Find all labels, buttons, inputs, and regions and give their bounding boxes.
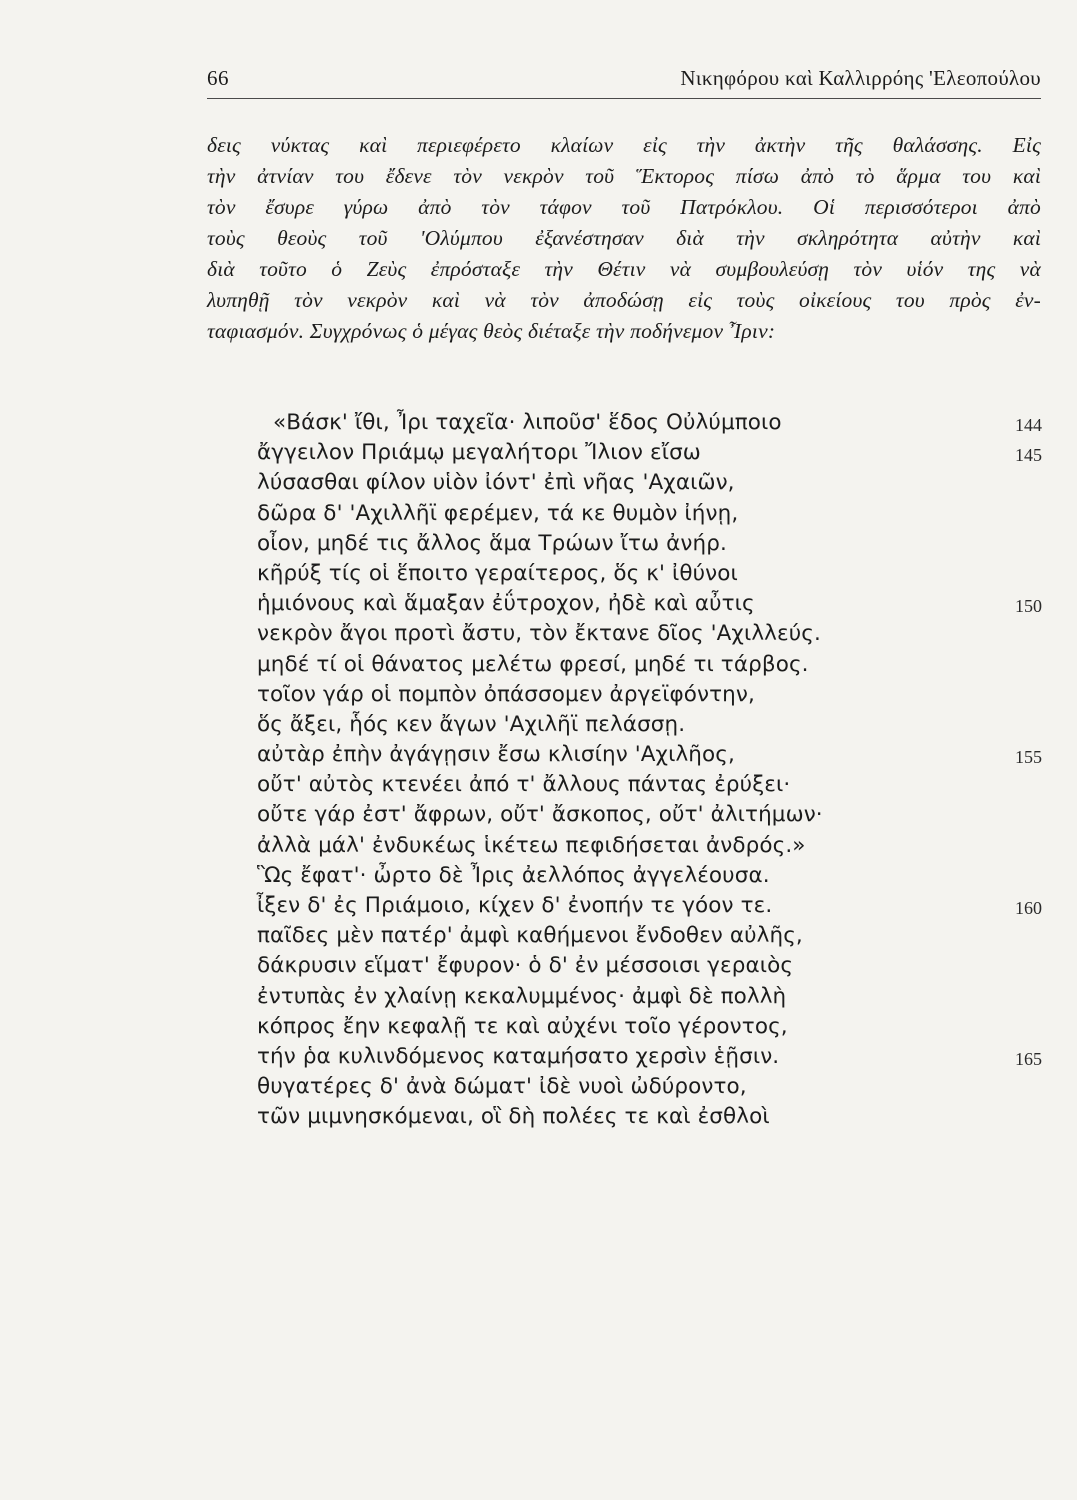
verse-text: οὔτε γάρ ἐστ' ἄφρων, οὔτ' ἄσκοπος, οὔτ' ἀλιτήμων· xyxy=(257,802,823,828)
line-number: 150 xyxy=(1015,596,1042,617)
verse-quotation xyxy=(207,408,1052,1133)
verse-line xyxy=(207,559,1052,589)
verse-text: τῶν μιμνησκόμεναι, οἳ δὴ πολέες τε καὶ ἐσθλοὶ xyxy=(257,1104,770,1130)
verse-text: ἄγγειλον Πριάμῳ μεγαλήτορι Ἴλιον εἴσω xyxy=(257,440,701,466)
prose-line: διὰ τοῦτο ὁ Ζεὺς ἐπρόσταξε τὴν Θέτιν νὰ συμβουλεύσῃ τὸν υἱόν της νὰ xyxy=(207,257,1041,281)
running-header xyxy=(207,66,1041,99)
verse-line xyxy=(207,770,1052,800)
verse-text: αὐτὰρ ἐπὴν ἀγάγῃσιν ἔσω κλισίην 'Αχιλῆος, xyxy=(257,742,735,768)
verse-text: κῆρύξ τίς οἱ ἕποιτο γεραίτερος, ὅς κ' ἰθύνοι xyxy=(257,560,738,586)
verse-line xyxy=(207,982,1052,1012)
page-number: 66 xyxy=(207,66,229,90)
verse-line xyxy=(207,831,1052,861)
line-number: 155 xyxy=(1015,747,1042,768)
verse-text: ἶξεν δ' ἐς Πριάμοιο, κίχεν δ' ἐνοπήν τε γόον τε. xyxy=(257,893,773,918)
verse-text: δῶρα δ' 'Αχιλλῆϊ φερέμεν, τά κε θυμὸν ἰήνῃ, xyxy=(257,500,739,526)
verse-line xyxy=(207,468,1052,498)
prose-line: τὸν ἔσυρε γύρω ἀπὸ τὸν τάφον τοῦ Πατρόκλου. Οἱ περισσότεροι ἀπὸ xyxy=(207,195,1041,219)
verse-line xyxy=(207,1012,1052,1042)
verse-text: ἀλλὰ μάλ' ἐνδυκέως ἱκέτεω πεφιδήσεται ἀνδρός.» xyxy=(257,832,806,858)
verse-text: μηδέ τί οἱ θάνατος μελέτω φρεσί, μηδέ τι τάρβος. xyxy=(257,651,809,677)
verse-text: κόπρος ἔην κεφαλῇ τε καὶ αὐχένι τοῖο γέροντος, xyxy=(257,1013,788,1039)
verse-text: τοῖον γάρ οἱ πομπὸν ὀπάσσομεν ἀργεϊφόντην, xyxy=(257,681,755,707)
line-number: 145 xyxy=(1015,445,1042,466)
prose-line: ταφιασμόν. Συγχρόνως ὁ μέγας θεὸς διέταξε τὴν ποδήνεμον Ἶριν: xyxy=(207,319,776,343)
verse-text: Ὣς ἔφατ'· ὦρτο δὲ Ἶρις ἀελλόπος ἀγγελέουσα. xyxy=(257,862,770,888)
verse-text: δάκρυσιν εἵματ' ἔφυρον· ὁ δ' ἐν μέσσοισι γεραιὸς xyxy=(257,953,794,979)
verse-line xyxy=(207,1042,1052,1072)
verse-line xyxy=(207,710,1052,740)
verse-line xyxy=(207,800,1052,830)
prose-line: τοὺς θεοὺς τοῦ 'Ολύμπου ἐξανέστησαν διὰ τὴν σκληρότητα αὐτὴν καὶ xyxy=(207,226,1041,250)
verse-line xyxy=(207,1102,1052,1132)
line-number: 160 xyxy=(1015,898,1042,918)
verse-text: τήν ῥα κυλινδόμενος καταμήσατο χερσὶν ἑῇσιν. xyxy=(257,1043,780,1069)
verse-line xyxy=(207,650,1052,680)
running-title: Νικηφόρου καὶ Καλλιρρόης 'Ελεοπούλου xyxy=(680,66,1041,90)
verse-text: ἐντυπὰς ἐν χλαίνῃ κεκαλυμμένος· ἀμφὶ δὲ πολλὴ xyxy=(257,983,787,1009)
verse-line xyxy=(207,529,1052,559)
verse-text: θυγατέρες δ' ἀνὰ δώματ' ἰδὲ νυοὶ ὠδύροντο, xyxy=(257,1074,747,1100)
verse-text: ὅς ἄξει, ἧός κεν ἄγων 'Αχιλῆϊ πελάσσῃ. xyxy=(257,711,686,737)
verse-line xyxy=(207,619,1052,649)
prose-paragraph xyxy=(207,130,1041,347)
verse-line xyxy=(207,408,1052,438)
line-number: 144 xyxy=(1015,415,1042,435)
verse-text: οἶον, μηδέ τις ἄλλος ἅμα Τρώων ἴτω ἀνήρ. xyxy=(257,530,727,556)
verse-text: «Βάσκ' ἴθι, Ἶρι ταχεῖα· λιποῦσ' ἕδος Οὐλύμποιο xyxy=(273,410,782,435)
prose-line: τὴν ἀτνίαν του ἔδενε τὸν νεκρὸν τοῦ Ἕκτορος πίσω ἀπὸ τὸ ἅρμα του καὶ xyxy=(207,164,1041,188)
verse-text: οὔτ' αὐτὸς κτενέει ἀπό τ' ἄλλους πάντας ἐρύξει· xyxy=(257,772,791,798)
verse-line xyxy=(207,589,1052,619)
prose-line: δεις νύκτας καὶ περιεφέρετο κλαίων εἰς τὴν ἀκτὴν τῆς θαλάσσης. Εἰς xyxy=(207,133,1041,157)
line-number: 165 xyxy=(1015,1048,1042,1069)
verse-line xyxy=(207,438,1052,468)
verse-line xyxy=(207,891,1052,921)
verse-line xyxy=(207,921,1052,951)
verse-line xyxy=(207,499,1052,529)
prose-line: λυπηθῇ τὸν νεκρὸν καὶ νὰ τὸν ἀποδώσῃ εἰς τοὺς οἰκείους του πρὸς ἐν- xyxy=(207,288,1041,312)
verse-line xyxy=(207,740,1052,770)
verse-text: παῖδες μὲν πατέρ' ἀμφὶ καθήμενοι ἔνδοθεν αὐλῆς, xyxy=(257,923,803,949)
verse-text: ἡμιόνους καὶ ἅμαξαν ἐΰτροχον, ἠδὲ καὶ αὖτις xyxy=(257,591,755,617)
verse-text: λύσασθαι φίλον υἱὸν ἰόντ' ἐπὶ νῆας 'Αχαιῶν, xyxy=(257,470,735,496)
verse-line xyxy=(207,680,1052,710)
verse-text: νεκρὸν ἄγοι προτὶ ἄστυ, τὸν ἔκτανε δῖος 'Αχιλλεύς. xyxy=(257,621,821,647)
verse-line xyxy=(207,1072,1052,1102)
verse-line xyxy=(207,951,1052,981)
verse-line xyxy=(207,861,1052,891)
